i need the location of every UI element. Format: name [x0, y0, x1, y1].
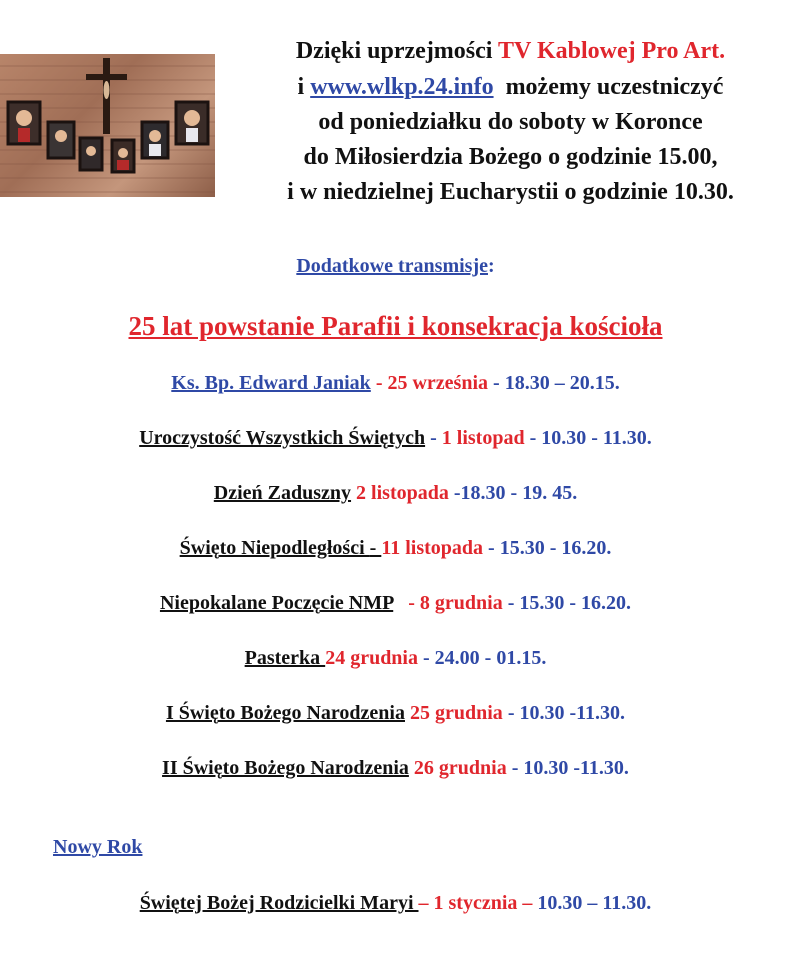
crucifix-portraits-image [0, 54, 215, 197]
event-sep2: - [418, 647, 435, 669]
new-year-event-name: Świętej Bożej Rodzicielki Maryi [139, 892, 419, 914]
event-time: 10.30 -11.30. [523, 757, 629, 779]
event-date: 25 września [387, 372, 489, 394]
event-date: 8 grudnia [419, 592, 503, 614]
event-sep1: - [370, 372, 388, 394]
header-line-1 [230, 36, 791, 66]
church-wall-photo [0, 54, 215, 197]
new-year-heading-wrap [53, 836, 142, 859]
event-sep1: - [425, 427, 442, 449]
event-date: 11 listopada [381, 537, 484, 559]
event-sep1: - [393, 592, 420, 614]
event-row [0, 482, 791, 505]
event-name: Uroczystość Wszystkich Świętych [139, 427, 426, 449]
event-time: 18.30 - 19. 45. [460, 482, 578, 504]
event-sep2: - [488, 372, 505, 394]
event-time: 10.30 - 11.30. [541, 427, 652, 449]
event-row [0, 537, 791, 560]
event-name: Niepokalane Poczęcie NMP [159, 592, 394, 614]
event-date: 25 grudnia [410, 702, 503, 724]
event-date: 2 listopada [356, 482, 449, 504]
header-line-2 [230, 72, 791, 102]
event-date: 24 grudnia [325, 647, 418, 669]
header-line-2-prefix: i [297, 74, 311, 100]
header-line-4: do Miłosierdzia Bożego o godzinie 15.00, [303, 144, 718, 170]
event-name[interactable]: Ks. Bp. Edward Janiak [171, 372, 371, 394]
event-time: 10.30 -11.30. [519, 702, 626, 724]
new-year-event-sep1: – [418, 892, 434, 914]
event-sep2: - [506, 757, 524, 779]
event-sep2: - [524, 427, 542, 449]
event-time: 18.30 – 20.15. [504, 372, 620, 394]
event-name: Święto Niepodległości [179, 537, 370, 559]
event-name: Pasterka [244, 647, 326, 669]
event-sep2: - [448, 482, 461, 504]
event-date: 1 listopad [441, 427, 525, 449]
event-sep2: - [502, 702, 520, 724]
header-line-2-suffix: możemy uczestniczyć [493, 74, 724, 100]
event-time: 15.30 - 16.20. [499, 537, 612, 559]
extra-transmissions-link[interactable]: Dodatkowe transmisje [296, 255, 488, 277]
event-name: I Święto Bożego Narodzenia [165, 702, 405, 724]
event-row [0, 372, 791, 395]
event-time: 15.30 - 16.20. [519, 592, 632, 614]
extra-transmissions-heading [0, 255, 791, 278]
new-year-event [0, 892, 791, 915]
new-year-event-sep2: – [517, 892, 538, 914]
tv-brand-name: TV Kablowej Pro Art. [498, 38, 726, 64]
new-year-event-time: 10.30 – 11.30. [537, 892, 652, 914]
event-row [0, 427, 791, 450]
header-line-1-prefix: Dzięki uprzejmości [295, 38, 499, 64]
extra-transmissions-colon: : [487, 255, 495, 277]
event-row [0, 592, 791, 615]
anniversary-title: 25 lat powstanie Parafii i konsekracja kościoła [128, 311, 663, 341]
header-line-3: od poniedziałku do soboty w Koronce [318, 109, 703, 135]
event-row [0, 757, 791, 780]
new-year-event-date: 1 stycznia [433, 892, 518, 914]
event-sep2: - [483, 537, 500, 559]
event-row [0, 647, 791, 670]
new-year-heading[interactable]: Nowy Rok [53, 836, 143, 858]
event-name: Dzień Zaduszny [213, 482, 352, 504]
event-sep2: - [502, 592, 520, 614]
event-time: 24.00 - 01.15. [434, 647, 547, 669]
event-sep1: - [369, 537, 382, 559]
event-date: 26 grudnia [413, 757, 507, 779]
header-line-5: i w niedzielnej Eucharystii o godzinie 10.30. [287, 179, 734, 205]
website-link[interactable]: www.wlkp.24.info [310, 74, 494, 100]
event-name: II Święto Bożego Narodzenia [162, 757, 409, 779]
event-row [0, 702, 791, 725]
